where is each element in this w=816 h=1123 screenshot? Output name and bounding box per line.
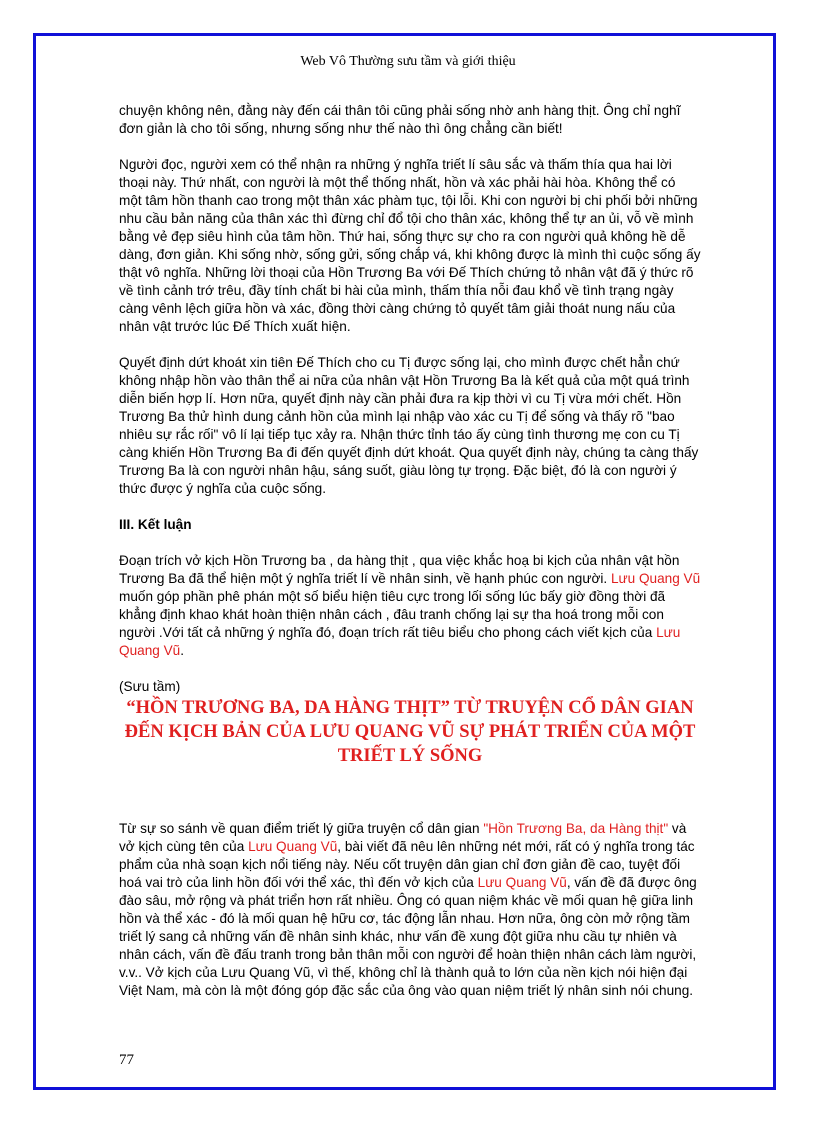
article-title: “HỒN TRƯƠNG BA, DA HÀNG THỊT” TỪ TRUYỆN CỔ DÂN GIAN ĐẾN KỊCH BẢN CỦA LƯU QUANG VŨ SỰ PHÁT TRIỂN CỦA MỘT TRIẾT LÝ SỐNG: [124, 698, 696, 766]
text-span: , bài viết đã nêu lên những nét mới, rất có ý nghĩa trong tác phẩm của nhà soạn kịch nổi tiếng này. Nếu cốt truyện dân gian chỉ đơn giản đề cao, tuyệt đối hoá vai trò của linh hồn đối với thể xác, thì đến vở kịch của: [119, 839, 695, 890]
author-link[interactable]: Lưu Quang Vũ: [119, 625, 681, 658]
paragraph-2: Người đọc, người xem có thể nhận ra những ý nghĩa triết lí sâu sắc và thấm thía qua hai lời thoại này. Thứ nhất, con người là một thể thống nhất, hồn và xác phải hài hòa. Không thể có một tâm hồn thanh cao trong một thân xác phàm tục, tội lỗi. Khi con người bị chi phối bởi những nhu cầu bản năng của thân xác thì đừng chỉ đổ tội cho thân xác, không thể tự an ủi, vỗ về mình bằng vẻ đẹp siêu hình của tâm hồn. Thứ hai, sống thực sự cho ra con người quả không hề dễ dàng, đơn giản. Khi sống nhờ, sống gửi, sống chắp vá, khi không được là mình thì cuộc sống ấy thật vô nghĩa. Những lời thoại của Hồn Trương Ba với Đế Thích chứng tỏ nhân vật đã ý thức rõ về tình cảnh trớ trêu, đầy tính chất bi hài của mình, thấm thía nỗi đau khổ về tình trạng ngày càng vênh lệch giữa hồn và xác, đồng thời càng chứng tỏ quyết tâm giải thoát nung nấu của nhân vật trước lúc Đế Thích xuất hiện.: [119, 157, 701, 334]
paragraph-article: [119, 820, 701, 1000]
source-note: (Sưu tầm): [119, 679, 181, 694]
author-link[interactable]: Lưu Quang Vũ: [248, 839, 338, 854]
paragraph-3: Quyết định dứt khoát xin tiên Đế Thích cho cu Tị được sống lại, cho mình được chết hẳn chứ không nhập hồn vào thân thể ai nữa của nhân vật Hồn Trương Ba là kết quả của một quá trình diễn biến hợp lí. Hơn nữa, quyết định này cần phải đưa ra kịp thời vì cu Tị vừa mới chết. Hồn Trương Ba thử hình dung cảnh hồn của mình lại nhập vào xác cu Tị để sống và thấy rõ "bao nhiêu sự rắc rối" vô lí lại tiếp tục xảy ra. Nhận thức tỉnh táo ấy cùng tình thương mẹ con cu Tị càng khiến Hồn Trương Ba đi đến quyết định dứt khoát. Qua quyết định này, chúng ta càng thấy Trương Ba là con người nhân hậu, sáng suốt, giàu lòng tự trọng. Đặc biệt, đó là con người ý thức được ý nghĩa của cuộc sống.: [119, 355, 699, 496]
page-header: Web Vô Thường sưu tầm và giới thiệu: [300, 54, 516, 69]
page-number: 77: [119, 1052, 134, 1068]
text-span: và vở kịch cùng tên của: [119, 821, 687, 854]
text-span: muốn góp phần phê phán một số biểu hiện tiêu cực trong lối sống lúc bấy giờ đồng thời đã khẳng định khao khát hoàn thiện nhân cách , đâu tranh chống lại sự tha hoá trong mỗi con người .Với tất cả những ý nghĩa đó, đoạn trích rất tiêu biểu cho phong cách viết kịch của: [119, 589, 666, 640]
text-span: .: [180, 643, 184, 658]
work-title-link[interactable]: "Hồn Trương Ba, da Hàng thịt": [483, 821, 669, 836]
author-link[interactable]: Lưu Quang Vũ: [477, 875, 567, 890]
author-link[interactable]: Lưu Quang Vũ: [610, 571, 701, 586]
paragraph-conclusion: [119, 552, 701, 660]
section-heading: III. Kết luận: [119, 517, 192, 532]
document-body: [119, 102, 701, 1018]
text-span: Đoạn trích vở kịch Hồn Trương ba , da hàng thịt , qua việc khắc hoạ bi kịch của nhân vật hồn Trương Ba đã thể hiện một ý nghĩa triết lí về nhân sinh, về hạnh phúc con người.: [119, 553, 680, 586]
paragraph-1: chuyện không nên, đằng này đến cái thân tôi cũng phải sống nhờ anh hàng thịt. Ông chỉ nghĩ đơn giản là cho tôi sống, nhưng sống như thế nào thì ông chẳng cần biết!: [119, 103, 681, 136]
text-span: Từ sự so sánh về quan điểm triết lý giữa truyện cổ dân gian: [119, 821, 484, 836]
text-span: , vấn đề đã được ông đào sâu, mở rộng và phát triển hơn rất nhiều. Ông có quan niệm khác về mối quan hệ giữa linh hồn và thể xác - đó là mối quan hệ hữu cơ, tác động lẫn nhau. Hơn nữa, ông còn mở rộng tầm triết lý sang cả những vấn đề nhân sinh khác, như vấn đề xung đột giữa nhu cầu tự nhiên và nhân cách, vấn đề đấu tranh trong bản thân mỗi con người để hoàn thiện nhân cách làm người, v.v.. Vở kịch của Lưu Quang Vũ, vì thế, không chỉ là thành quả to lớn của nền kịch nói hiện đại Việt Nam, mà còn là một đóng góp đặc sắc của ông vào quan niệm triết lý nhân sinh nói chung.: [119, 875, 697, 998]
